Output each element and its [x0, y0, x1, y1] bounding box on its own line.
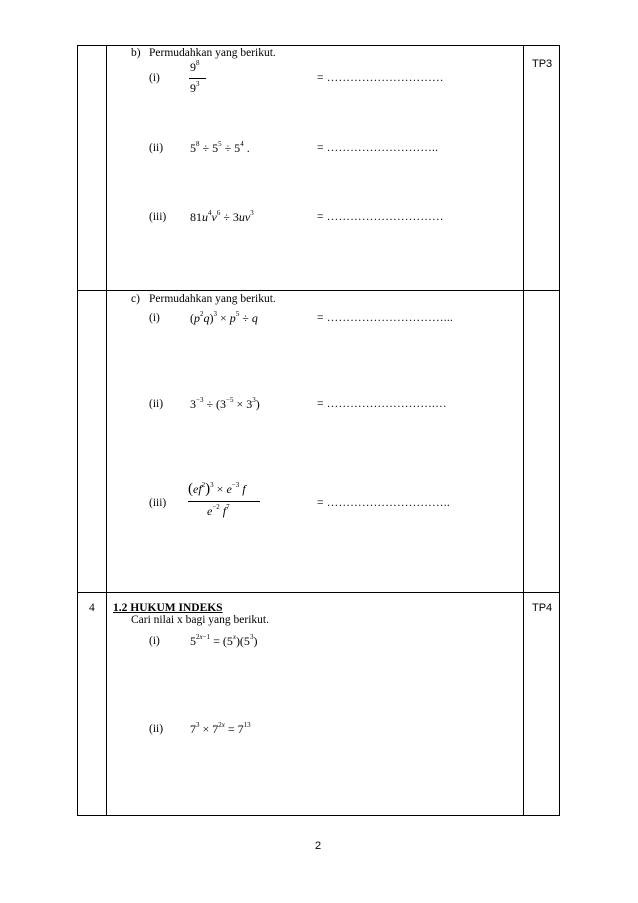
section-4-instruction: Cari nilai x bagi yang berikut. — [131, 614, 269, 626]
table-border-top — [77, 45, 560, 46]
expression-b-iii: $81u^4v^6 \div 3uv^3$ — [190, 209, 254, 224]
item-number: (iii) — [149, 497, 167, 509]
section-b-tp-badge: TP3 — [532, 58, 553, 70]
table-border-right — [559, 45, 560, 816]
page-number: 2 — [315, 840, 322, 852]
item-number: (i) — [149, 312, 160, 324]
section-heading: 1.2 HUKUM INDEKS — [113, 602, 223, 614]
answer-blank[interactable]: = …………………………... — [317, 312, 453, 324]
expression-c-i: $(p^2q)^3 \times p^5 \div q$ — [190, 310, 258, 325]
fraction-denominator: $e^{-2}$ $f^7$ — [207, 503, 230, 518]
table-border-bottom — [77, 815, 560, 816]
item-number: (ii) — [149, 723, 164, 735]
item-number: (ii) — [149, 142, 164, 154]
fraction-denominator: $9^3$ — [190, 80, 200, 95]
table-row-divider — [77, 290, 560, 291]
section-4-tp-badge: TP4 — [532, 602, 553, 614]
item-number: (i) — [149, 635, 160, 647]
item-number: (i) — [149, 72, 160, 84]
answer-blank[interactable]: = ………………………….. — [317, 497, 450, 509]
table-border-left — [77, 45, 78, 816]
item-number: (ii) — [149, 398, 164, 410]
fraction-numerator: $9^8$ — [190, 59, 200, 74]
section-c-label: c) — [131, 293, 140, 305]
table-column-divider — [106, 45, 107, 816]
fraction-bar — [188, 501, 260, 502]
row-number: 4 — [89, 602, 95, 614]
answer-blank[interactable]: = ……………………….. — [317, 142, 439, 154]
answer-blank[interactable]: = ……………………….… — [317, 398, 447, 410]
fraction-bar — [189, 78, 206, 79]
expression-b-ii: $5^8 \div 5^5 \div 5^4$ . — [190, 140, 250, 155]
section-b-instruction: Permudahkan yang berikut. — [149, 47, 276, 59]
section-b-label: b) — [131, 47, 141, 59]
answer-blank[interactable]: = ………………………… — [317, 72, 444, 84]
expression-4-i: $5^{2x-1} = (5^x)(5^3)$ — [190, 633, 258, 648]
expression-c-ii: $3^{-3} \div (3^{-5} \times 3^3)$ — [190, 396, 260, 411]
fraction-numerator: $(ef^2)^3 \times e^{-3}$ f — [188, 481, 246, 497]
expression-4-ii: $7^3 \times 7^{2x} = 7^{13}$ — [190, 721, 251, 736]
table-row-divider — [77, 592, 560, 593]
section-c-instruction: Permudahkan yang berikut. — [149, 293, 276, 305]
item-number: (iii) — [149, 211, 167, 223]
table-column-divider-tp — [523, 45, 524, 816]
answer-blank[interactable]: = ………………………… — [317, 211, 444, 223]
